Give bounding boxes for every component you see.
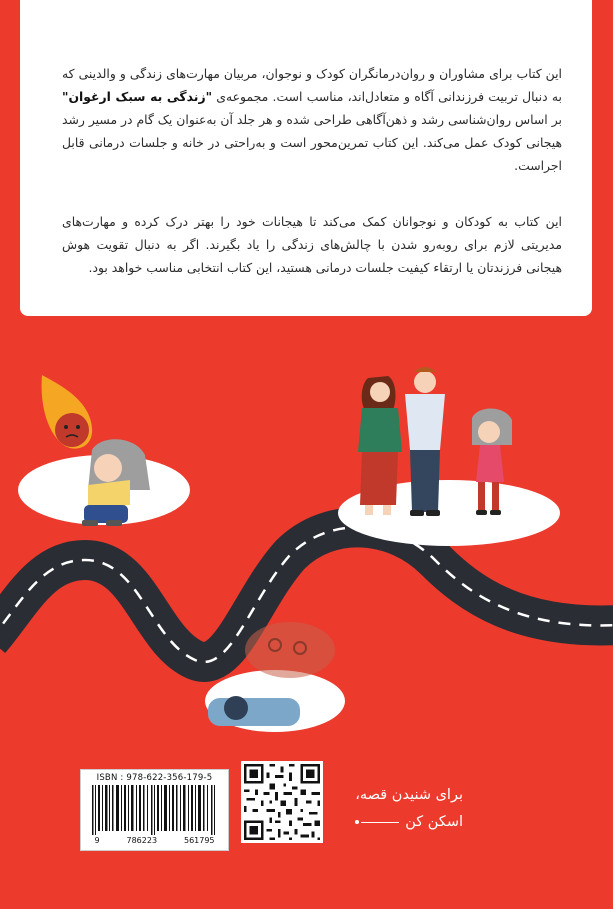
mother-icon bbox=[358, 376, 402, 515]
girl-icon bbox=[472, 408, 512, 515]
sad-child-icon bbox=[82, 439, 150, 526]
underline-decoration bbox=[361, 822, 399, 823]
qr-code[interactable] bbox=[241, 761, 323, 843]
isbn-digits-group-1: 786223 bbox=[126, 836, 158, 845]
isbn-digits bbox=[81, 836, 228, 845]
isbn-digits-group-2: 561795 bbox=[183, 836, 215, 845]
description-paragraph-2: این کتاب به کودکان و نوجوانان کمک می‌کند تا هیجانات خود را بهتر درک کرده و مهارت‌های مدیریتی لازم برای روبه‌رو شدن با چالش‌های زندگی را یاد بگیرند. اگر به دنبال تقویت هوش هیجانی فرزندتان یا ارتقاء کیفیت جلسات درمانی هستید، این کتاب انتخابی مناسب خواهد بود. bbox=[62, 214, 562, 275]
listen-line-1: برای شنیدن قصه، bbox=[355, 787, 463, 803]
barcode bbox=[80, 769, 229, 851]
listen-line-2: اسکن کن bbox=[405, 814, 463, 830]
barcode-bars bbox=[90, 785, 220, 835]
isbn-label: ISBN : 978-622-356-179-5 bbox=[96, 773, 213, 783]
sleeping-child-icon bbox=[208, 622, 335, 726]
father-icon bbox=[405, 367, 445, 516]
scan-to-listen-text bbox=[335, 782, 463, 836]
listen-line-2-row bbox=[335, 809, 463, 836]
dot-decoration bbox=[355, 820, 359, 824]
series-name: "زندگی به سبک ارغوان" bbox=[62, 89, 213, 104]
paragraph-1-rest: بر اساس روان‌شناسی رشد و ذهن‌آگاهی طراحی شده و هر جلد آن به‌عنوان یک گام در مسیر رشد هیجانی کودک عمل می‌کند. این کتاب تمرین‌محور است و به‌راحتی در خانه و جلسات درمانی قابل اجراست. bbox=[62, 112, 562, 173]
isbn-digit-first: 9 bbox=[94, 836, 100, 845]
paragraph-1-intro: این کتاب برای مشاوران و روان‌درمانگران کودک و نوجوان، مربیان مهارت‌های زندگی و والدینی که به دنبال تربیت فرزندانی آگاه و متعادل‌اند، مناسب است. مجموعه‌ی bbox=[62, 66, 562, 104]
fireball-icon bbox=[42, 375, 93, 449]
